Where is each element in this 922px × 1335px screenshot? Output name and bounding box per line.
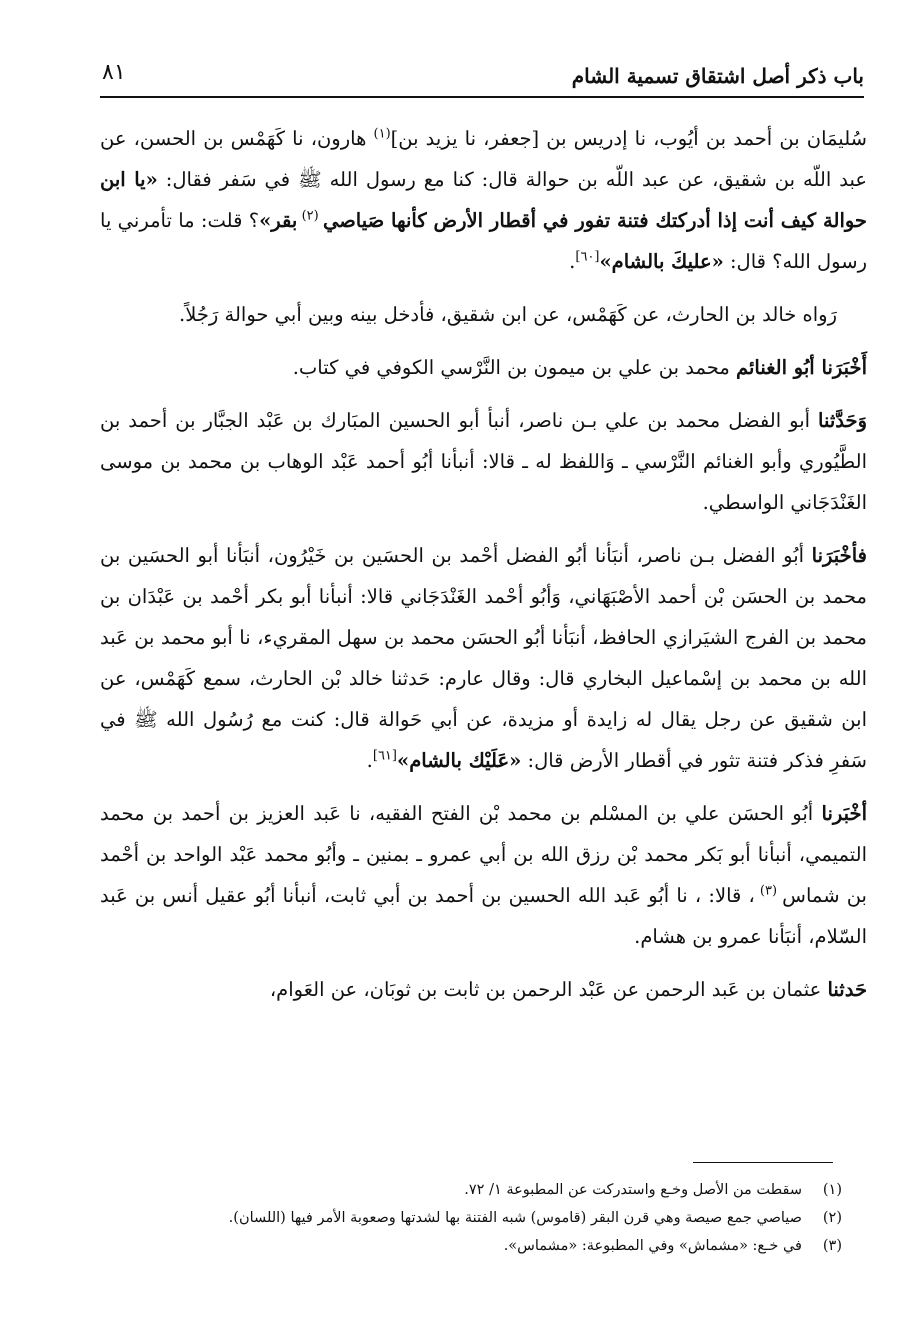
paragraph <box>100 347 867 388</box>
text-span: عثمان بن عَبد الرحمن عن عَبْد الرحمن بن ثابت بن ثوبَان، عن العَوام، <box>269 978 828 1001</box>
paragraph <box>100 793 867 957</box>
text-span: أبُو الفضل بـن ناصر، أنبَأنا أبُو الفضل أحْمد بن الحسَين بن خَيْرُون، أنبَأنا أبو الحسَين بن محمد بن الحسَن بْن أحمد الأصْبَهَاني، وَأبُو أحْمد الغَنْدَجَاني قالا: أنبأنا أبو بكر أحْمد بن عَبْدَان بن محمد بن الفرج الشيَرازي الحافظ، أنبَأنا أبُو الحسَن محمد بن سهل المقريء، نا أبو محمد بن عَبد الله بن محمد بن إسْماعيل البخاري قال: وقال عارم: حَدثنا خالد بْن الحارث، سمع كَهَمْس، عن ابن شقيق عن رجل يقال له زايدة أو مزيدة، عن أبي حَوالة قال: كنت مع رُسُول الله ﷺ في سَفرِ فذكر فتنة تثور في أقطار الأرض قال: <box>100 544 867 772</box>
paragraph <box>100 535 867 781</box>
footnote-text: صياصي جمع صيصة وهي قرن البقر (قاموس) شبه الفتنة بها لشدتها وصعوبة الأمر فيها (اللسان). <box>228 1210 802 1226</box>
chapter-title: باب ذكر أصل اشتقاق تسمية الشام <box>571 64 864 88</box>
text-span: محمد بن علي بن ميمون بن النَّرْسي الكوفي في كتاب. <box>292 356 737 379</box>
main-text <box>100 118 867 1022</box>
footnote-item <box>100 1204 842 1232</box>
footnotes <box>100 1176 842 1260</box>
bold-text: «عَلَيْك بالشام» <box>397 749 522 772</box>
bold-text: «يا ابن حوالة كيف أنت إذا أدركتك فتنة تفور في أقطار الأرض كأنها صَياصي <box>100 168 867 232</box>
footnote-ref: (٣) <box>754 883 783 899</box>
footnote-ref: (١) <box>373 126 391 142</box>
bold-text: «عليكَ بالشام» <box>599 250 724 273</box>
paragraph <box>100 118 867 282</box>
footnote-separator <box>693 1162 833 1163</box>
text-span: سُليمَان بن أحمد بن أيُوب، نا إدريس بن [جعفر، نا يزيد بن] <box>390 127 867 150</box>
footnote-ref: (٢) <box>297 208 323 224</box>
paragraph <box>100 969 867 1010</box>
footnote-text: في خـع: «مشماش» وفي المطبوعة: «مشماس». <box>503 1238 802 1254</box>
bold-text: فأخْبَرَنا <box>811 544 867 567</box>
footnote-ref: [٦١] <box>372 748 397 764</box>
bold-text: أَخْبَرَنا أبُو الغنائم <box>736 356 867 379</box>
footnote-item <box>100 1176 842 1204</box>
text-span: رَواه خالد بن الحارث، عن كَهَمْس، عن ابن شقيق، فأدخل بينه وبين أبي حوالة رَجُلاً. <box>179 303 837 326</box>
footnote-text: سقطت من الأصل وخـع واستدركت عن المطبوعة ١/ ٧٢. <box>464 1182 802 1198</box>
page-number: ٨١ <box>102 60 126 85</box>
text-span: ، قالا: ، نا أبُو عَبد الله الحسين بن أحمد بن أبي ثابت، أنبأنا أبُو عقيل أنس بن عَبد السّلام، أنبَأنا عمرو بن هشام. <box>100 884 867 948</box>
page-header <box>100 60 864 98</box>
bold-text: حَدثنا <box>827 978 867 1001</box>
footnote-number: (١) <box>822 1182 842 1198</box>
footnote-item <box>100 1232 842 1260</box>
text-span: . <box>366 749 373 772</box>
text-span: . <box>569 250 576 273</box>
text-span: هارون، نا كَهَمْس بن الحسن، عن عبد اللّه بن شقيق، عن عبد اللّه بن حوالة قال: كنا مع رسول الله ﷺ في سَفر فقال: <box>100 127 867 191</box>
text-span: أبُو الحسَن علي بن المسْلم بن محمد بْن الفتح الفقيه، نا عَبد العزيز بن أحمد بن محمد التميمي، أنبأنا أبو بَكر محمد بْن رزق الله بن أبي عمرو ـ بمنين ـ وأبُو محمد عَبْد الواحد بن أحْمد بن شماس <box>100 802 867 907</box>
bold-text: أخْبَرنا <box>821 802 867 825</box>
footnote-ref: [٦٠] <box>575 249 600 265</box>
text-span: ؟ قلت: ما تأمرني يا رسول الله؟ قال: <box>100 209 867 273</box>
footnote-number: (٢) <box>822 1210 842 1226</box>
paragraph <box>100 400 867 523</box>
footnote-number: (٣) <box>822 1238 842 1254</box>
paragraph <box>100 294 867 335</box>
text-span: أبو الفضل محمد بن علي بـن ناصر، أنبأ أبو الحسين المبَارك بن عَبْد الجبَّار بن أحمد بن الطَّيُوري وأبو الغنائم النَّرْسي ـ وَاللفظ له ـ قالا: أنبأنا أبُو أحمد عَبْد الوهاب بن محمد بن موسى الغَنْدَجَاني الواسطي. <box>100 409 867 514</box>
bold-text: بقر» <box>259 209 298 232</box>
bold-text: وَحَدَّثنا <box>818 409 867 432</box>
